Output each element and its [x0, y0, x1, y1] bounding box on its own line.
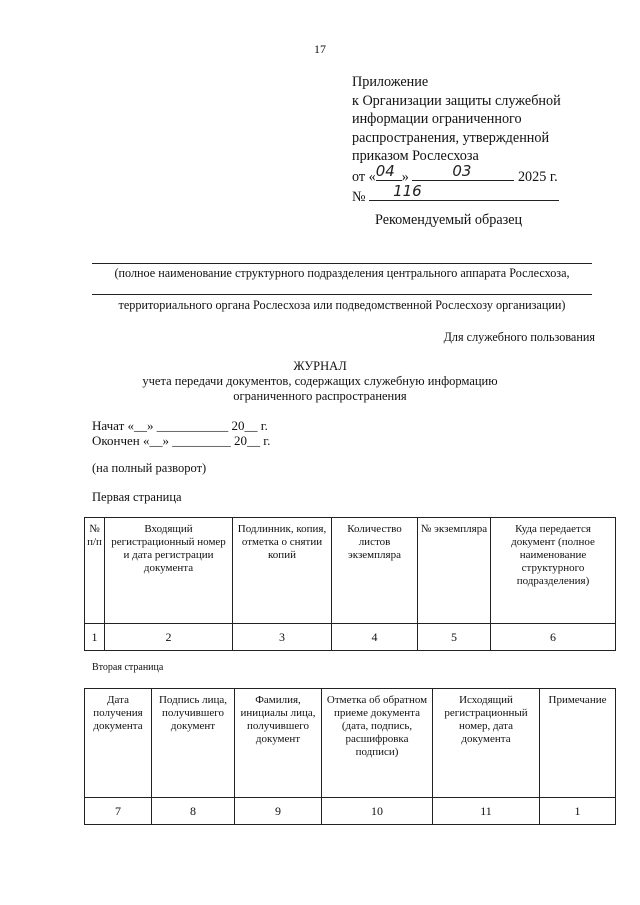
header-cell: Входящий регистрационный номер и дата регистрации документа: [105, 518, 233, 624]
number-cell: 11: [433, 798, 540, 825]
date-prefix: от «: [352, 168, 376, 185]
header-cell: Куда передается документ (полное наименование структурного подразделения): [491, 518, 616, 624]
spread-note: (на полный разворот): [92, 461, 207, 475]
number-cell: 3: [233, 624, 332, 651]
date-day-field: [375, 161, 402, 181]
table-number-row: [85, 624, 616, 651]
number-cell: 4: [332, 624, 418, 651]
number-cell: 7: [85, 798, 152, 825]
page-number: 17: [314, 42, 326, 56]
journal-subtitle-2: ограниченного распространения: [233, 389, 407, 403]
official-use-label: Для служебного пользования: [443, 330, 595, 344]
date-day-handwritten: 04: [375, 161, 395, 180]
org-caption-1: (полное наименование структурного подразделения центрального аппарата Рослесхоза,: [114, 266, 570, 280]
journal-subtitle-1: учета передачи документов, содержащих служебную информацию: [142, 374, 498, 388]
sample-label: Рекомендуемый образец: [375, 212, 523, 228]
header-cell: Примечание: [540, 689, 616, 798]
first-page-label: Первая страница: [92, 490, 182, 504]
number-cell: 1: [85, 624, 105, 651]
header-cell: Подпись лица, получившего документ: [152, 689, 235, 798]
appendix-number-row: [352, 182, 632, 207]
header-cell: № п/п: [85, 518, 105, 624]
number-cell: 5: [418, 624, 491, 651]
appendix-block: [352, 73, 632, 207]
journal-dates: [92, 418, 270, 448]
first-page-table: [84, 517, 616, 651]
number-cell: 9: [235, 798, 322, 825]
ended-date: Окончен «__» _________ 20__ г.: [92, 433, 271, 448]
appendix-line-5: приказом Рослесхоза: [352, 148, 479, 164]
number-field: [369, 182, 559, 201]
number-handwritten: 116: [393, 182, 422, 200]
second-page-label: Вторая страница: [92, 662, 164, 673]
appendix-line-3: информации ограниченного: [352, 111, 522, 127]
header-cell: Фамилия, инициалы лица, получившего документ: [235, 689, 322, 798]
org-name-line-2: [92, 294, 592, 295]
number-cell: 1: [540, 798, 616, 825]
number-cell: 8: [152, 798, 235, 825]
header-cell: Отметка об обратном приеме документа (дата, подпись, расшифровка подписи): [322, 689, 433, 798]
appendix-line-1: Приложение: [352, 74, 429, 90]
org-caption-2: территориального органа Рослесхоза или подведомственной Рослесхозу организации): [118, 298, 566, 312]
started-date: Начат «__» ___________ 20__ г.: [92, 418, 268, 433]
date-month-field: [412, 161, 514, 181]
date-mid: »: [401, 168, 409, 185]
number-cell: 2: [105, 624, 233, 651]
header-cell: Количество листов экземпляра: [332, 518, 418, 624]
header-cell: Дата получения документа: [85, 689, 152, 798]
header-cell: № экземпляра: [418, 518, 491, 624]
appendix-line-2: к Организации защиты служебной: [352, 92, 561, 109]
number-cell: 6: [491, 624, 616, 651]
second-page-table: [84, 688, 616, 825]
date-year: 2025 г.: [517, 168, 558, 185]
date-month-handwritten: 03: [452, 161, 472, 180]
table-header-row: [85, 518, 616, 624]
appendix-line-4: распространения, утвержденной: [352, 129, 550, 146]
header-cell: Подлинник, копия, отметка о снятии копий: [233, 518, 332, 624]
table-number-row: [85, 798, 616, 825]
org-name-line-1: [92, 263, 592, 264]
table-header-row: [85, 689, 616, 798]
header-cell: Исходящий регистрационный номер, дата документа: [433, 689, 540, 798]
number-prefix: №: [352, 189, 366, 205]
number-cell: 10: [322, 798, 433, 825]
journal-title: ЖУРНАЛ: [293, 359, 347, 373]
